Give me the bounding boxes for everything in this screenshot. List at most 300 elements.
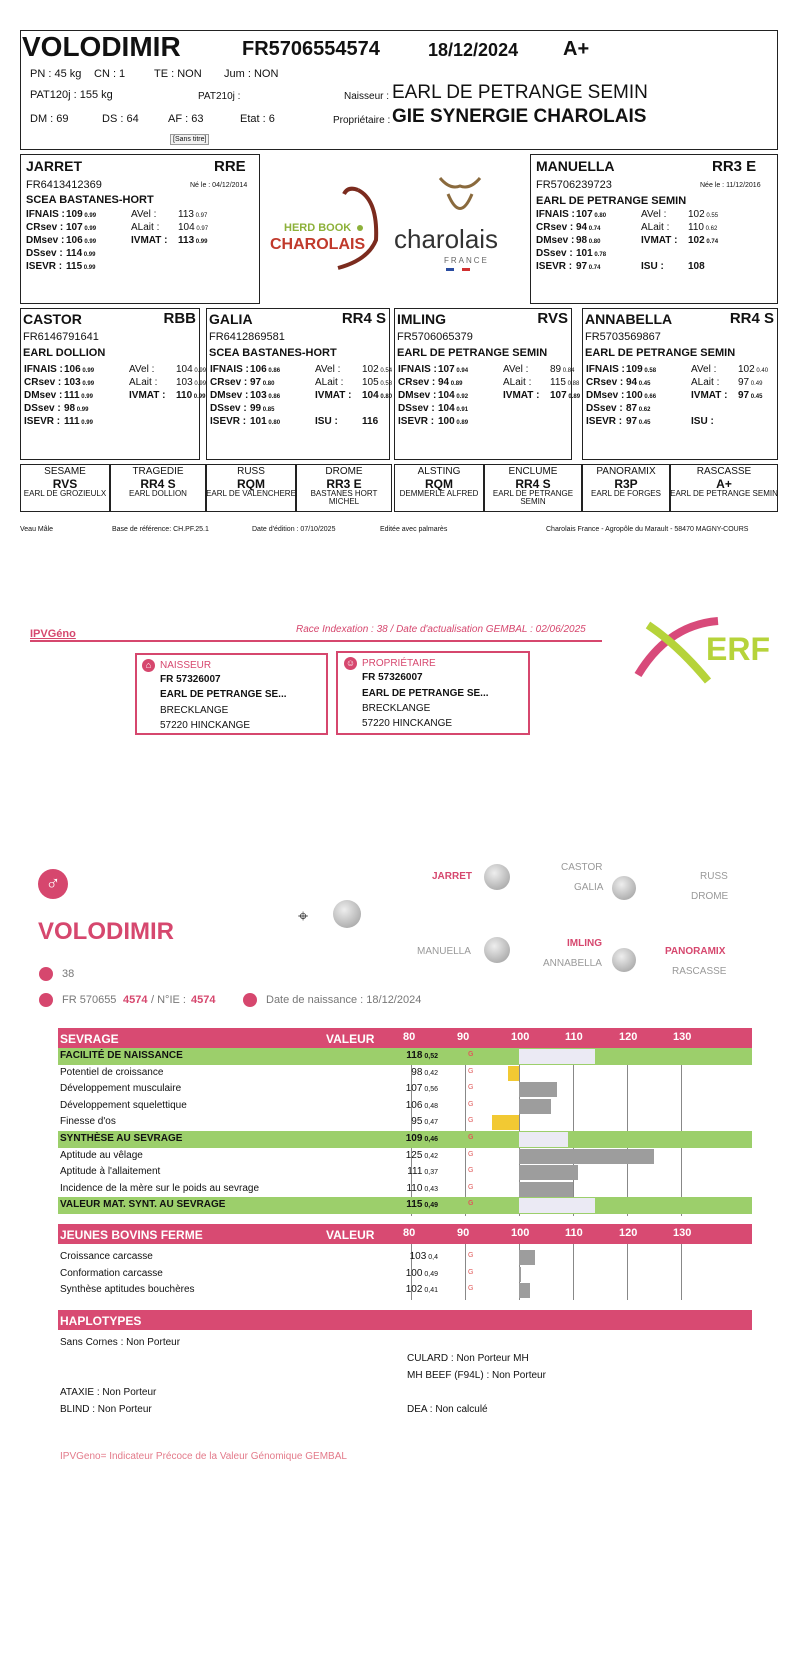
score-rep: 0,46 xyxy=(422,1136,438,1143)
sire-value: 114 0.99 xyxy=(66,248,96,259)
grand-rep2: 0.40 xyxy=(754,368,769,374)
erf-logo xyxy=(628,615,778,685)
score-label: SYNTHÈSE AU SEVRAGE xyxy=(60,1133,183,1144)
score-row xyxy=(58,1081,752,1098)
grand-rep: 0.99 xyxy=(79,420,93,426)
dam-label: ISEVR : xyxy=(536,261,573,272)
dam-label2: ALait : xyxy=(641,222,670,233)
ggp-code: RQM xyxy=(237,476,265,491)
sire-label: CRsev : xyxy=(26,222,64,233)
grand-rep2: 0.58 xyxy=(378,381,393,387)
grand-label: DSsev : xyxy=(398,403,435,414)
grand-rep: 0.86 xyxy=(266,394,281,400)
grand-rep2: 0.84 xyxy=(561,368,575,374)
grand-value2: 97 0.45 xyxy=(738,390,763,401)
ggp-code: RQM xyxy=(425,476,453,491)
pn: PN : 45 kg xyxy=(30,68,82,80)
dm: DM : 69 xyxy=(30,113,69,125)
dam-label: IFNAIS : xyxy=(536,209,575,220)
naisseur-card-addr2: 57220 HINCKANGE xyxy=(160,720,251,731)
af: AF : 63 xyxy=(168,113,204,125)
animal-grade: A+ xyxy=(563,38,590,60)
score-bar xyxy=(519,1099,551,1114)
haplo-4: ATAXIE : Non Porteur xyxy=(60,1387,157,1398)
grand-value: 106 0.99 xyxy=(64,364,95,375)
grand-rep: 0.80 xyxy=(266,420,281,426)
grand-value: 103 0.86 xyxy=(250,390,281,401)
herdbook-charolais: CHAROLAIS xyxy=(270,236,366,253)
grand-label2: ISU : xyxy=(315,416,338,427)
score-rep: 0,48 xyxy=(422,1102,438,1110)
score-row xyxy=(58,1065,752,1082)
grand-label: CRsev : xyxy=(398,377,436,388)
ggp-owner: EARL DE FORGES xyxy=(591,489,661,499)
grand-name: CASTOR xyxy=(23,311,82,327)
ds: DS : 64 xyxy=(102,113,139,125)
footer-1: Veau Mâle xyxy=(20,526,54,533)
etat: Etat : 6 xyxy=(240,113,275,125)
node-sire xyxy=(484,864,510,890)
score-value: 98 0,42 xyxy=(411,1066,438,1078)
score-label: Potentiel de croissance xyxy=(60,1066,164,1078)
ped-ppp: RUSS xyxy=(700,871,728,882)
sire-label: DMsev : xyxy=(26,235,65,246)
dam-value: 107 0.80 xyxy=(576,209,607,220)
score-label: Finesse d'os xyxy=(60,1116,116,1128)
haplo-2: CULARD : Non Porteur MH xyxy=(407,1353,529,1364)
grand-label: DMsev : xyxy=(586,390,625,401)
proprietaire-name: GIE SYNERGIE CHAROLAIS xyxy=(392,106,647,127)
grand-id: FR5703569867 xyxy=(585,331,661,343)
score-rep: 0,4 xyxy=(426,1254,438,1261)
grand-value: 109 0.58 xyxy=(626,364,657,375)
grand-value: 87 0.62 xyxy=(626,403,651,414)
grand-grade: RR4 S xyxy=(729,310,774,327)
dam-rep: 0.78 xyxy=(592,252,607,258)
race-code: 38 xyxy=(62,968,75,980)
dam-label: DMsev : xyxy=(536,235,575,246)
node-pp xyxy=(612,876,636,900)
ggp-name: DROME xyxy=(325,466,363,477)
grand-owner: EARL DOLLION xyxy=(23,347,106,359)
nie-bold: 4574 xyxy=(191,994,216,1006)
node-animal xyxy=(333,900,361,928)
sire-rep2: 0.97 xyxy=(193,213,208,219)
grand-value: 97 0.80 xyxy=(250,377,275,388)
erf-text: ERF xyxy=(706,631,770,667)
grand-label2: ALait : xyxy=(691,377,720,388)
tick-label: 100 xyxy=(511,1031,530,1043)
sire-label: IFNAIS : xyxy=(26,209,65,220)
score-bar xyxy=(519,1165,578,1180)
score-row xyxy=(58,1114,752,1131)
grand-name: IMLING xyxy=(397,311,446,327)
grand-label2: AVel : xyxy=(315,364,341,375)
g-marker: G xyxy=(468,1268,474,1276)
grand-value2: 104 0.99 xyxy=(176,364,207,375)
score-value: 107 0,56 xyxy=(405,1083,438,1095)
ggp-name: RUSS xyxy=(237,466,265,477)
ipv-title: IPVGéno xyxy=(30,628,76,640)
dam-rep2: 0.74 xyxy=(704,239,719,245)
grand-value2: 104 0.80 xyxy=(362,390,393,401)
dam-label2: AVel : xyxy=(641,209,667,220)
grand-id: FR6146791641 xyxy=(23,331,99,343)
charolais-france-logo xyxy=(390,168,530,278)
grand-label: CRsev : xyxy=(586,377,624,388)
ggp-cell xyxy=(20,467,110,498)
g-marker: G xyxy=(468,1051,474,1058)
score-bar xyxy=(508,1066,519,1081)
grand-label: ISEVR : xyxy=(398,416,435,427)
grand-label: CRsev : xyxy=(24,377,62,388)
grand-label: DMsev : xyxy=(398,390,437,401)
footer-4: Editée avec palmarès xyxy=(380,526,448,533)
grand-label2: AVel : xyxy=(691,364,717,375)
grand-value: 111 0.99 xyxy=(64,416,93,427)
herdbook-text: HERD BOOK xyxy=(284,222,352,234)
calendar-icon xyxy=(243,993,257,1007)
ggp-name: ENCLUME xyxy=(508,466,558,477)
grand-value: 106 0.86 xyxy=(250,364,281,375)
score-rep: 0,42 xyxy=(422,1069,438,1077)
score-bar xyxy=(519,1182,573,1197)
male-icon: ♂ xyxy=(38,869,68,899)
node-dam xyxy=(484,937,510,963)
haplo-5: BLIND : Non Porteur xyxy=(60,1404,152,1415)
dam-label2: ISU : xyxy=(641,261,664,272)
tooltip: [Sans titre] xyxy=(170,134,209,145)
sire-rep2: 0.97 xyxy=(194,226,209,232)
score-value: 109 0,46 xyxy=(405,1133,438,1144)
grand-value2: 110 0.99 xyxy=(176,390,206,401)
g-marker: G xyxy=(468,1285,474,1293)
grand-rep2: 0.89 xyxy=(566,394,581,400)
sire-grade: RRE xyxy=(214,158,246,175)
ggp-owner: DEMMERLE ALFRED xyxy=(399,489,479,499)
grand-label2: ALait : xyxy=(129,377,158,388)
score-label: FACILITÉ DE NAISSANCE xyxy=(60,1050,183,1061)
dam-name: MANUELLA xyxy=(536,158,615,174)
france-text: FRANCE xyxy=(444,256,489,265)
naisseur-card-label: NAISSEUR xyxy=(160,660,212,671)
grand-label2: ALait : xyxy=(315,377,344,388)
ggp-cell xyxy=(110,467,206,498)
score-label: Incidence de la mère sur le poids au sevrage xyxy=(60,1182,260,1194)
sire-value2: 104 0.97 xyxy=(178,222,209,233)
jbf-valeur: VALEUR xyxy=(326,1228,375,1242)
sire-id: FR6413412369 xyxy=(26,179,102,191)
grand-rep: 0.62 xyxy=(637,407,651,413)
ggp-owner: EARL DOLLION xyxy=(129,489,187,499)
ggp-cell xyxy=(484,467,582,507)
ipv-animal-name: VOLODIMIR xyxy=(38,918,174,945)
naisseur-label: Naisseur : xyxy=(344,91,390,102)
tick-label: 90 xyxy=(457,1227,470,1239)
sire-birth: Né le : 04/12/2014 xyxy=(190,182,248,189)
grand-rep: 0.99 xyxy=(80,381,95,387)
dam-value2: 102 0.55 xyxy=(688,209,719,220)
score-label: Synthèse aptitudes bouchères xyxy=(60,1284,195,1296)
score-bar xyxy=(519,1132,568,1147)
score-bar xyxy=(519,1082,557,1097)
g-marker: G xyxy=(468,1150,474,1158)
grand-id: FR5706065379 xyxy=(397,331,473,343)
dam-rep2: 0.62 xyxy=(703,226,718,232)
charolais-text: charolais xyxy=(394,224,499,254)
sire-rep: 0.99 xyxy=(82,239,97,245)
score-rep: 0,56 xyxy=(422,1086,438,1094)
ped-pm: GALIA xyxy=(574,882,604,893)
g-marker: G xyxy=(468,1252,474,1259)
score-bar xyxy=(519,1250,535,1265)
ggp-code: A+ xyxy=(716,476,732,491)
ggp-code: RR3 E xyxy=(326,476,362,491)
score-value: 118 0,52 xyxy=(406,1050,438,1061)
dam-value: 101 0.78 xyxy=(576,248,607,259)
pat210: PAT210j : xyxy=(198,91,241,102)
dam-value: 97 0.74 xyxy=(576,261,601,272)
score-row xyxy=(58,1249,752,1266)
ggp-name: ALSTING xyxy=(417,466,461,477)
dam-value2: 110 0.62 xyxy=(688,222,718,233)
grand-rep: 0.86 xyxy=(266,368,281,374)
score-value: 102 0,41 xyxy=(405,1284,438,1296)
score-bar xyxy=(519,1049,595,1064)
sire-label: DSsev : xyxy=(26,248,63,259)
score-value: 103 0,4 xyxy=(409,1251,438,1262)
grand-rep2: 0.45 xyxy=(749,394,763,400)
grand-rep: 0.94 xyxy=(454,368,469,374)
tick-label: 80 xyxy=(403,1031,416,1043)
haplo-header xyxy=(58,1310,752,1330)
tick-label: 130 xyxy=(673,1227,692,1239)
tick-label: 80 xyxy=(403,1227,416,1239)
dam-owner: EARL DE PETRANGE SEMIN xyxy=(536,195,687,207)
grand-rep: 0.80 xyxy=(261,381,275,387)
score-row xyxy=(58,1131,752,1148)
grand-value: 100 0.66 xyxy=(626,390,657,401)
g-marker: G xyxy=(468,1067,474,1075)
ggp-name: TRAGEDIE xyxy=(132,466,184,477)
sire-rep: 0.99 xyxy=(82,226,97,232)
ggp-code: R3P xyxy=(614,476,638,491)
node-mp xyxy=(612,948,636,972)
grand-label: DSsev : xyxy=(586,403,623,414)
ggp-name: RASCASSE xyxy=(696,466,752,477)
tick-label: 120 xyxy=(619,1031,638,1043)
grand-rep2: 0.49 xyxy=(749,381,763,387)
grand-rep2: 0.54 xyxy=(378,368,393,374)
grand-label2: AVel : xyxy=(129,364,155,375)
proprietaire-card-icon: ☺ xyxy=(345,658,356,668)
score-rep: 0,47 xyxy=(422,1119,438,1127)
score-rep: 0,49 xyxy=(422,1202,438,1210)
footer-3: Date d'édition : 07/10/2025 xyxy=(252,526,336,533)
grand-rep: 0.45 xyxy=(637,420,651,426)
ped-mp: IMLING xyxy=(567,938,602,949)
tick-label: 90 xyxy=(457,1031,470,1043)
grand-owner: EARL DE PETRANGE SEMIN xyxy=(585,347,736,359)
grand-value: 100 0.89 xyxy=(438,416,469,427)
score-value: 106 0,48 xyxy=(405,1099,438,1111)
score-value: 110 0,43 xyxy=(406,1182,438,1194)
ggp-cell xyxy=(582,467,670,498)
grand-label2: IVMAT : xyxy=(129,390,166,401)
tick-label: 110 xyxy=(565,1227,583,1239)
ggp-owner: EARL DE PETRANGE SEMIN xyxy=(670,489,778,499)
cn: CN : 1 xyxy=(94,68,126,80)
score-label: Croissance carcasse xyxy=(60,1251,153,1262)
grand-value2: 116 xyxy=(362,416,379,427)
footer-5: Charolais France - Agropôle du Marault - 58470 MAGNY-COURS xyxy=(546,526,749,533)
dam-rep: 0.80 xyxy=(592,213,607,219)
tick-label: 100 xyxy=(511,1227,530,1239)
grand-grade: RBB xyxy=(163,310,196,327)
score-rep: 0,42 xyxy=(422,1152,438,1160)
ped-pp: CASTOR xyxy=(561,862,603,873)
proprietaire-card-addr2: 57220 HINCKANGE xyxy=(362,718,453,729)
ped-ppm: DROME xyxy=(691,891,729,902)
score-value: 100 0,49 xyxy=(405,1267,438,1279)
haplo-title: HAPLOTYPES xyxy=(60,1314,142,1328)
score-rep: 0,41 xyxy=(422,1287,438,1295)
grand-value: 101 0.80 xyxy=(250,416,281,427)
dam-label: DSsev : xyxy=(536,248,573,259)
grand-label2: IVMAT : xyxy=(315,390,352,401)
haplo-3: MH BEEF (F94L) : Non Porteur xyxy=(407,1370,546,1381)
score-row xyxy=(58,1098,752,1115)
ggp-owner: EARL DE GROZIEULX xyxy=(23,489,107,499)
grand-rep: 0.99 xyxy=(75,407,89,413)
grand-name: ANNABELLA xyxy=(585,311,673,327)
grand-label: DMsev : xyxy=(210,390,249,401)
sire-value: 106 0.99 xyxy=(66,235,97,246)
dam-label: CRsev : xyxy=(536,222,574,233)
grand-label: IFNAIS : xyxy=(24,364,63,375)
ggp-cell xyxy=(296,467,392,507)
ggp-name: SESAME xyxy=(44,466,86,477)
grand-value: 94 0.45 xyxy=(626,377,651,388)
score-row xyxy=(58,1048,752,1065)
g-marker: G xyxy=(468,1200,474,1208)
grand-rep2: 0.99 xyxy=(192,368,207,374)
grand-value2: 103 0.99 xyxy=(176,377,207,388)
naisseur-card-addr1: BRECKLANGE xyxy=(160,705,229,716)
naisseur-card-icon: ⌂ xyxy=(142,659,155,672)
score-label: Développement musculaire xyxy=(60,1083,182,1095)
score-label: VALEUR MAT. SYNT. AU SEVRAGE xyxy=(60,1199,226,1211)
score-label: Développement squelettique xyxy=(60,1099,187,1111)
dam-grade: RR3 E xyxy=(712,158,757,175)
grand-owner: EARL DE PETRANGE SEMIN xyxy=(397,347,548,359)
grand-value2: 89 0.84 xyxy=(550,364,575,375)
grand-rep: 0.99 xyxy=(80,368,95,374)
score-label: Conformation carcasse xyxy=(60,1267,163,1279)
footer-2: Base de référence: CH.PF.25.1 xyxy=(112,526,209,533)
grand-label: ISEVR : xyxy=(24,416,61,427)
grand-rep: 0.89 xyxy=(454,420,469,426)
dam-value: 98 0.80 xyxy=(576,235,601,246)
animal-id: FR5706554574 xyxy=(242,38,380,60)
proprietaire-label: Propriétaire : xyxy=(333,115,391,126)
grand-rep: 0.99 xyxy=(79,394,93,400)
sire-owner: SCEA BASTANES-HORT xyxy=(26,194,154,206)
dam-rep: 0.74 xyxy=(587,226,601,232)
score-row xyxy=(58,1266,752,1283)
score-bar xyxy=(519,1198,595,1213)
score-bar xyxy=(519,1283,530,1298)
grand-label2: ISU : xyxy=(691,416,714,427)
grand-value2: 115 0.88 xyxy=(550,377,580,388)
pat120: PAT120j : 155 kg xyxy=(30,89,113,101)
score-row xyxy=(58,1181,752,1198)
grand-value: 98 0.99 xyxy=(64,403,89,414)
ggp-cell xyxy=(670,467,778,498)
score-value: 111 0,37 xyxy=(407,1166,438,1178)
dam-rep: 0.80 xyxy=(587,239,601,245)
grand-label: ISEVR : xyxy=(210,416,247,427)
ipv-race: Race Indexation : 38 / Date d'actualisation GEMBAL : 02/06/2025 xyxy=(296,624,586,635)
score-row xyxy=(58,1197,752,1214)
grand-value: 107 0.94 xyxy=(438,364,469,375)
nie-label: / N°IE : xyxy=(151,994,186,1006)
grand-value2: 105 0.58 xyxy=(362,377,393,388)
sire-rep2: 0.99 xyxy=(194,239,208,245)
sevrage-title: SEVRAGE xyxy=(60,1032,119,1046)
jum: Jum : NON xyxy=(224,68,279,80)
grand-value2: 107 0.89 xyxy=(550,390,581,401)
proprietaire-card-label: PROPRIÉTAIRE xyxy=(362,658,436,669)
ped-mpm: RASCASSE xyxy=(672,966,727,977)
grand-value: 94 0.89 xyxy=(438,377,463,388)
ggp-code: RR4 S xyxy=(515,476,551,491)
score-value: 125 0,42 xyxy=(405,1149,438,1161)
grand-label2: IVMAT : xyxy=(691,390,728,401)
score-value: 115 0,49 xyxy=(406,1199,438,1211)
grand-rep: 0.89 xyxy=(449,381,463,387)
ggp-cell xyxy=(206,467,296,498)
sire-rep: 0.99 xyxy=(82,213,97,219)
tick-label: 120 xyxy=(619,1227,638,1239)
grand-label: IFNAIS : xyxy=(398,364,437,375)
fr-label: FR 570655 xyxy=(62,994,117,1006)
tick-label: 130 xyxy=(673,1031,692,1043)
dam-value2: 108 xyxy=(688,261,705,272)
g-marker: G xyxy=(468,1167,474,1175)
sire-label2: ALait : xyxy=(131,222,160,233)
dam-id: FR5706239723 xyxy=(536,179,612,191)
grand-rep: 0.85 xyxy=(261,407,275,413)
crosshair-icon: ⌖ xyxy=(298,906,309,926)
grand-rep2: 0.99 xyxy=(192,394,206,400)
sire-rep: 0.99 xyxy=(82,252,96,258)
score-rep: 0,43 xyxy=(422,1185,438,1193)
grand-grade: RVS xyxy=(537,310,568,327)
grand-label2: AVel : xyxy=(503,364,529,375)
charolais-bull-icon xyxy=(390,168,530,228)
grand-value: 97 0.45 xyxy=(626,416,651,427)
ped-mpp: PANORAMIX xyxy=(665,946,726,957)
grand-rep: 0.92 xyxy=(454,394,469,400)
sire-label2: IVMAT : xyxy=(131,235,168,246)
ped-mm: ANNABELLA xyxy=(543,958,602,969)
grand-rep2: 0.99 xyxy=(192,381,207,387)
sire-value2: 113 0.99 xyxy=(178,235,208,246)
ggp-owner: EARL DE VALENCHERE xyxy=(206,489,296,499)
sire-value: 109 0.99 xyxy=(66,209,97,220)
g-marker: G xyxy=(468,1134,474,1141)
